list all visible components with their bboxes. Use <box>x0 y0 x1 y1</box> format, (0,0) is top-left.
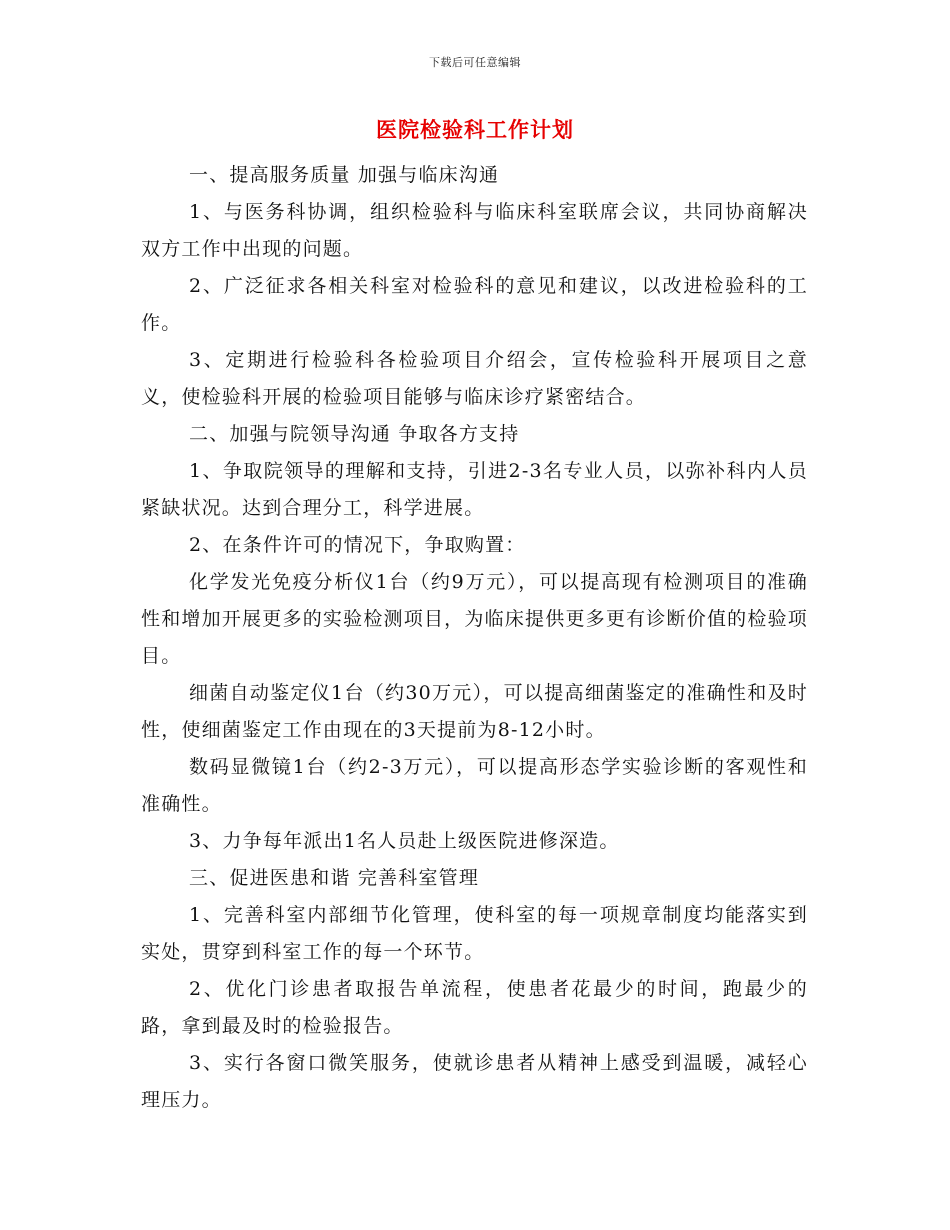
paragraph: 1、完善科室内部细节化管理，使科室的每一项规章制度均能落实到实处，贯穿到科室工作的每一个环节。 <box>141 904 808 963</box>
paragraph: 3、实行各窗口微笑服务，使就诊患者从精神上感受到温暖，减轻心理压力。 <box>141 1052 808 1111</box>
document-body <box>141 157 808 1119</box>
paragraph: 化学发光免疫分析仪1台（约9万元），可以提高现有检测项目的准确性和增加开展更多的实验检测项目，为临床提供更多更有诊断价值的检验项目。 <box>141 571 808 667</box>
paragraph: 3、力争每年派出1名人员赴上级医院进修深造。 <box>189 830 620 852</box>
document-title: 医院检验科工作计划 <box>376 117 574 142</box>
paragraph: 2、广泛征求各相关科室对检验科的意见和建议，以改进检验科的工作。 <box>141 275 808 334</box>
paragraph: 细菌自动鉴定仪1台（约30万元），可以提高细菌鉴定的准确性和及时性，使细菌鉴定工作由现在的3天提前为8-12小时。 <box>141 682 808 741</box>
paragraph: 2、在条件许可的情况下，争取购置： <box>189 534 526 556</box>
section-heading-2: 二、加强与院领导沟通 争取各方支持 <box>189 423 520 445</box>
section-heading-3: 三、促进医患和谐 完善科室管理 <box>189 867 480 889</box>
paragraph: 1、争取院领导的理解和支持，引进2-3名专业人员，以弥补科内人员紧缺状况。达到合理分工，科学进展。 <box>141 460 808 519</box>
section-heading-1: 一、提高服务质量 加强与临床沟通 <box>189 164 500 186</box>
paragraph: 数码显微镜1台（约2-3万元），可以提高形态学实验诊断的客观性和准确性。 <box>141 756 808 815</box>
header-note: 下载后可任意编辑 <box>429 56 521 69</box>
paragraph: 3、定期进行检验科各检验项目介绍会，宣传检验科开展项目之意义，使检验科开展的检验项目能够与临床诊疗紧密结合。 <box>141 349 808 408</box>
paragraph: 1、与医务科协调，组织检验科与临床科室联席会议，共同协商解决双方工作中出现的问题。 <box>141 201 808 260</box>
paragraph: 2、优化门诊患者取报告单流程，使患者花最少的时间，跑最少的路，拿到最及时的检验报告。 <box>141 978 808 1037</box>
